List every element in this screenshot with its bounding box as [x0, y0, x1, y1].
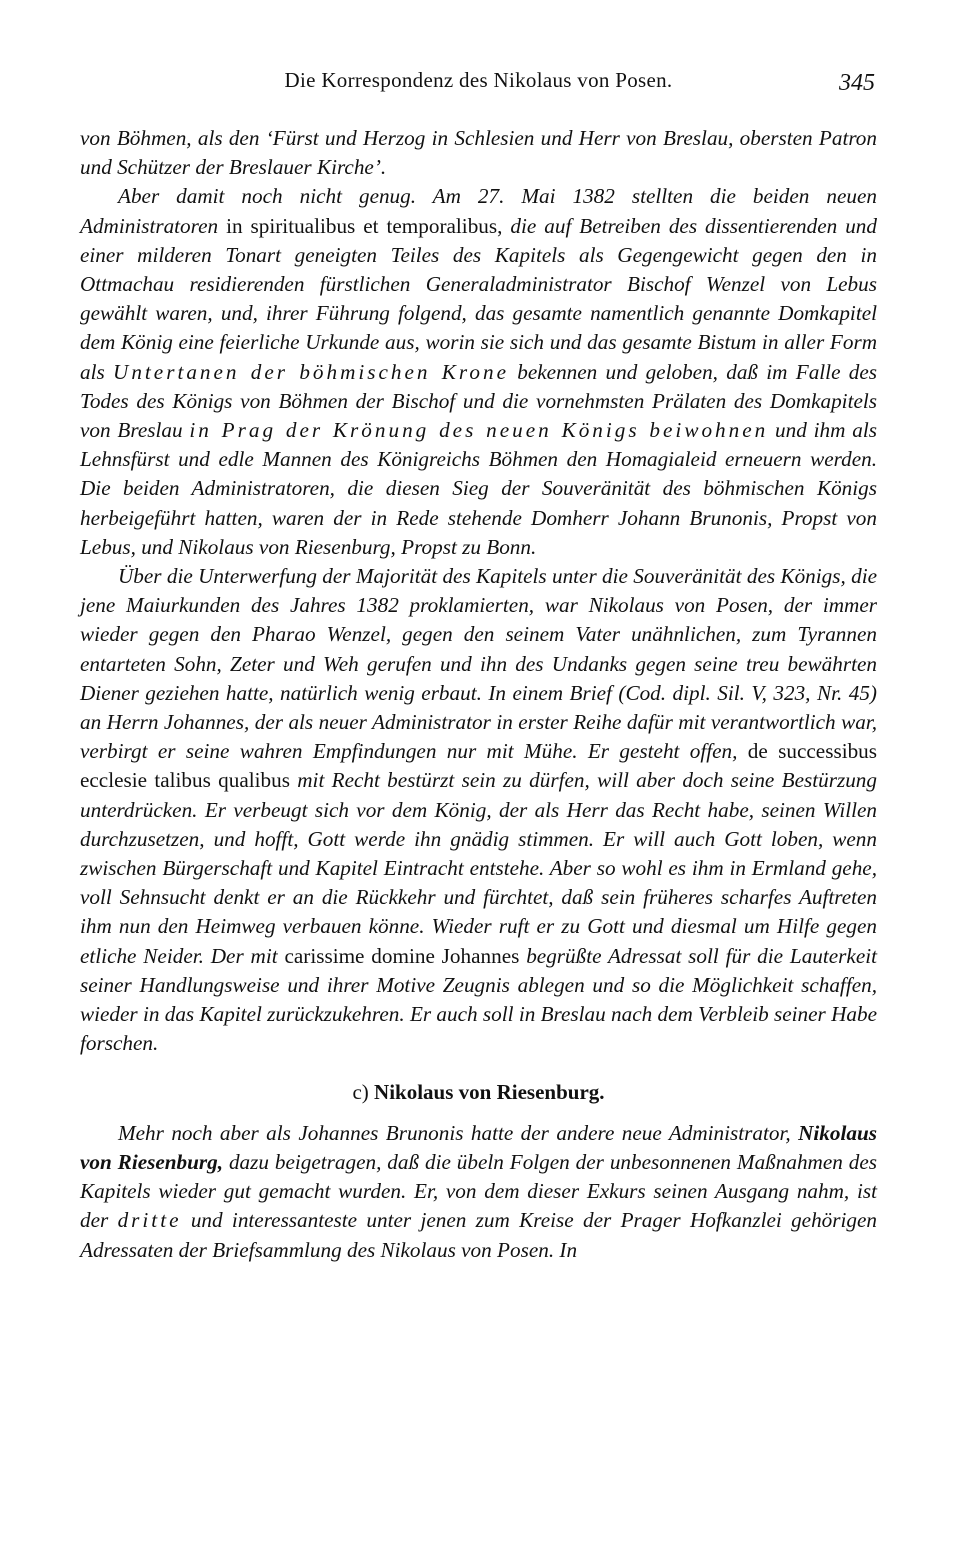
paragraph-list [80, 124, 877, 1059]
page-header [80, 68, 877, 104]
text-run: und ihm als Lehnsfürst und edle Mannen des Königreichs Böhmen den Homagialeid erneuern werden. Die beiden Administratoren, die diesen Sieg der Souveränität des böhmischen Königs herbeigeführt hatten, waren der in Rede stehende Domherr Johann Brunonis, Propst von Lebus, und Nikolaus von Riesenburg, Propst zu Bonn. [80, 418, 877, 559]
text-run: dazu beigetragen, daß die übeln Folgen der unbesonnenen Maßnahmen des Kapitels wieder gut gemacht wurden. Er, von dem dieser Exkurs seinen Ausgang nahm, ist der [80, 1149, 877, 1233]
text-run: begrüßte Adressat soll für die Lauterkeit seiner Handlungsweise und ihrer Motive Zeugnis ablegen und so die Möglichkeit schaffen, wieder in das Kapitel zurückzukehren. Er auch soll in Breslau nach dem Verbleib seiner Habe forschen. [80, 943, 877, 1056]
book-page [80, 0, 877, 1559]
paragraph [80, 562, 877, 1058]
text-run: in Prag der Krönung des neuen Königs beiwohnen [189, 418, 769, 443]
section-title: Nikolaus von Riesenburg. [374, 1079, 605, 1104]
text-run: dritte [117, 1208, 182, 1233]
paragraph [80, 1119, 877, 1265]
running-head: Die Korrespondenz des Nikolaus von Posen. [284, 68, 673, 92]
text-run: carissime domine Johannes [284, 943, 520, 968]
section-letter: c) [352, 1079, 369, 1104]
text-run: mit Recht bestürzt sein zu dürfen, will aber doch seine Bestürzung unterdrücken. Er verbeugt sich vor dem König, der als Herr das Recht habe, seinen Willen durchzusetzen, und hofft, Gott werde ihn gnädig stimmen. Er will auch Gott loben, wenn zwischen Bürgerschaft und Kapitel Eintracht entstehe. Aber so wohl es ihm in Ermland gehe, voll Sehnsucht denkt er an die Rückkehr und fürchtet, daß sein früheres scharfes Auftreten ihm nun den Heimweg verbauen könne. Wieder ruft er zu Gott und diesmal um Hilfe gegen etliche Neider. Der mit [80, 768, 877, 968]
text-run: und interessanteste unter jenen zum Kreise der Prager Hofkanzlei gehörigen Adressaten der Briefsammlung des Nikolaus von Posen. In [80, 1208, 877, 1262]
text-run: die auf Betreiben des dissentierenden und einer milderen Tonart geneigten Teiles des Kapitels als Gegengewicht gegen den in Ottmachau residierenden fürstlichen Generaladministrator Bischof Wenzel von Lebus gewählt waren, und, ihrer Führung folgend, das gesamte namentlich genannte Domkapitel dem König eine feierliche Urkunde aus, worin sie sich und das gesamte Bistum in aller Form als [80, 213, 877, 384]
text-run: Aber damit noch nicht genug. Am 27. Mai 1382 stellten die beiden neuen Administratoren [80, 184, 877, 238]
body-text [80, 124, 877, 1265]
text-run: Untertanen der böhmischen Krone [113, 359, 509, 384]
page-number: 345 [839, 70, 875, 96]
text-run: in spiritualibus et temporalibus, [226, 213, 503, 238]
text-run: bekennen und geloben, daß im Falle des Todes des Königs von Böhmen der Bischof und die vornehmsten Prälaten des Domkapitels von Breslau [80, 359, 877, 443]
paragraph [80, 182, 877, 562]
text-run: de successibus ecclesie talibus qualibus [80, 739, 878, 793]
text-run: von Böhmen, als den ‘Fürst und Herzog in Schlesien und Herr von Breslau, obersten Patron und Schützer der Breslauer Kirche’. [80, 126, 877, 180]
section-heading [80, 1078, 877, 1107]
paragraph [80, 124, 877, 182]
text-run: Mehr noch aber als Johannes Brunonis hatte der andere neue Administrator, [118, 1120, 799, 1145]
text-run: Nikolaus von Riesenburg, [80, 1120, 877, 1174]
text-run: Über die Unterwerfung der Majorität des Kapitels unter die Souveränität des Königs, die jene Maiurkunden des Jahres 1382 proklamierten, war Nikolaus von Posen, der immer wieder gegen den Pharao Wenzel, gegen den seinem Vater unähnlichen, zum Tyrannen entarteten Sohn, Zeter und Weh gerufen und ihn des Undanks gegen seine treu bewährten Diener geziehen hatte, natürlich wenig erbaut. In einem Brief (Cod. dipl. Sil. V, 323, Nr. 45) an Herrn Johannes, der als neuer Administrator in erster Reihe dafür mit verantwortlich war, verbirgt er seine wahren Empfindungen nur mit Mühe. Er gesteht offen, [80, 564, 877, 764]
